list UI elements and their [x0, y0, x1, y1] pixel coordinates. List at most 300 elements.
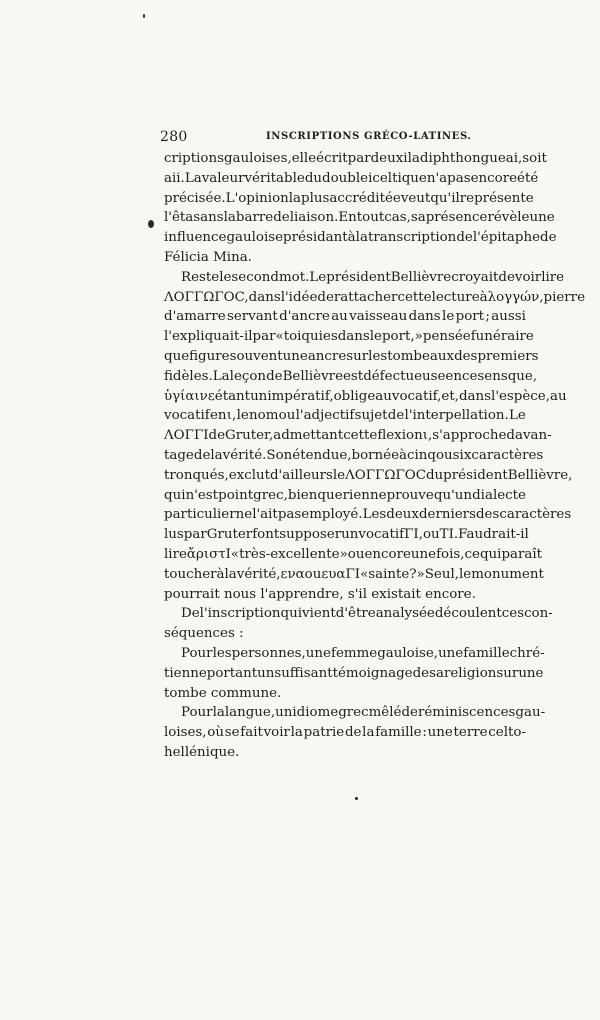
- word: famille: [375, 725, 422, 741]
- word: sa: [410, 210, 426, 226]
- word: sur: [346, 348, 369, 364]
- word: funéraire: [470, 329, 534, 345]
- word: grec,: [253, 487, 288, 503]
- word: vocatif: [164, 408, 210, 424]
- word: Bellièvre,: [507, 467, 573, 483]
- word: par: [183, 527, 207, 543]
- word: l'ait: [252, 507, 278, 523]
- word: est: [343, 368, 364, 384]
- word: davan-: [506, 428, 552, 444]
- page-number: 280: [160, 129, 188, 145]
- word: ancre: [307, 348, 347, 364]
- word: celtique: [372, 170, 427, 186]
- word: de: [273, 210, 290, 226]
- word: paraît: [501, 546, 543, 562]
- word: gauloises,: [223, 151, 292, 166]
- word: par: [347, 151, 371, 166]
- word: vocatif,: [391, 388, 442, 404]
- word: vaisseau: [349, 309, 408, 325]
- text-line: [164, 288, 586, 308]
- word: l'interpellation.: [404, 408, 509, 424]
- word: témoignage: [332, 665, 413, 681]
- word: encore: [364, 546, 411, 562]
- word: «: [360, 566, 369, 582]
- word: employé.: [301, 507, 363, 523]
- word: l'espèce,: [491, 388, 550, 404]
- word: des: [454, 348, 478, 364]
- word: λογγών,: [487, 289, 544, 305]
- word: ευαΓΙ: [321, 566, 361, 582]
- word: lus: [164, 527, 184, 543]
- word: dans: [337, 329, 370, 345]
- word: les: [368, 348, 388, 364]
- word: pensée: [422, 329, 471, 345]
- word: la: [407, 151, 420, 166]
- text-line: [164, 644, 545, 664]
- word: au: [375, 388, 392, 404]
- word: une: [282, 348, 308, 364]
- word: la: [355, 230, 368, 246]
- word: Son: [266, 447, 293, 463]
- word: un: [341, 527, 359, 543]
- word: liaison.: [289, 210, 339, 226]
- word: présence: [425, 210, 488, 226]
- word: le: [369, 329, 382, 345]
- word: cette: [343, 428, 378, 444]
- word: Bellièvre: [390, 269, 452, 285]
- word: ce: [464, 546, 480, 562]
- word: été: [517, 170, 539, 186]
- word: la: [210, 447, 223, 463]
- word: très-excellente: [239, 546, 340, 562]
- word: fois,: [436, 546, 465, 562]
- word: vocatif: [358, 527, 405, 543]
- word: «: [275, 329, 284, 345]
- word: barre: [235, 210, 274, 226]
- word: de: [317, 289, 334, 305]
- word: représente: [459, 190, 534, 206]
- word: vient: [302, 606, 336, 622]
- word: particulier: [164, 507, 236, 523]
- word: cas,: [384, 210, 411, 226]
- word: la: [362, 725, 375, 741]
- word: gauloise: [226, 230, 284, 246]
- word: tout: [356, 210, 385, 226]
- word: rien: [342, 487, 370, 503]
- word: de: [193, 447, 211, 463]
- word: le: [442, 309, 455, 325]
- word: Bellièvre: [282, 368, 343, 384]
- word: d'ailleurs: [269, 467, 333, 483]
- word: du: [304, 170, 323, 186]
- word: aii.: [164, 170, 185, 186]
- word: diphthongue: [419, 151, 506, 166]
- word: i: [368, 170, 373, 186]
- word: de: [412, 665, 430, 681]
- word: ce: [461, 368, 478, 384]
- word: La: [212, 368, 230, 384]
- text-line: [164, 307, 526, 327]
- word: la: [223, 210, 236, 226]
- word: encore: [470, 170, 518, 186]
- word: ou: [347, 546, 365, 562]
- word: ou: [304, 566, 322, 582]
- text-line: [164, 604, 553, 624]
- word: con-: [524, 606, 553, 622]
- word: véritable: [244, 170, 305, 186]
- word: qui: [164, 487, 186, 503]
- word: une: [427, 725, 453, 741]
- word: les: [212, 645, 232, 661]
- body-text: [164, 149, 586, 763]
- word: ou: [278, 408, 296, 424]
- word: tage: [164, 447, 194, 463]
- word: sainte: [368, 566, 410, 582]
- word: tronqués,: [164, 467, 229, 483]
- word: port,: [381, 329, 415, 345]
- word: cinq: [407, 447, 436, 463]
- word: cette: [397, 289, 432, 305]
- word: ΛΟΓΓΙ: [164, 428, 209, 444]
- word: découlent: [434, 606, 502, 622]
- word: pierre: [543, 289, 586, 305]
- word: Faudrait-il: [458, 527, 529, 543]
- word: servant: [227, 309, 278, 325]
- word: Le: [509, 408, 526, 424]
- word: ΓΙ,: [404, 527, 423, 543]
- word: vérité.: [222, 447, 267, 463]
- word: ai,: [505, 151, 523, 166]
- word: famille: [463, 645, 510, 661]
- word: l'idée: [280, 289, 318, 305]
- running-title: INSCRIPTIONS GRÉCO-LATINES.: [266, 131, 472, 142]
- page-header: [160, 129, 472, 145]
- word: un: [250, 388, 268, 404]
- word: lire: [164, 546, 187, 562]
- word: qui: [280, 606, 303, 622]
- text-line: séquences :: [164, 626, 244, 642]
- word: elle: [291, 151, 317, 166]
- word: à: [216, 566, 225, 582]
- word: pas: [447, 170, 471, 186]
- word: de: [456, 230, 473, 246]
- word: président: [443, 467, 508, 483]
- ink-speck: [143, 14, 145, 18]
- word: loises,: [164, 725, 207, 741]
- text-line: [164, 189, 534, 209]
- text-line: [164, 505, 572, 525]
- word: accréditée: [329, 190, 401, 206]
- word: font: [252, 527, 280, 543]
- text-line: [164, 703, 546, 723]
- word: caractères: [471, 447, 544, 463]
- word: une: [305, 645, 331, 661]
- word: croyait: [451, 269, 499, 285]
- word: qu'un: [433, 487, 473, 503]
- text-line: [164, 347, 539, 367]
- word: sujet: [354, 408, 388, 424]
- word: premiers: [477, 348, 539, 364]
- word: six: [452, 447, 472, 463]
- word: n'est: [185, 487, 219, 503]
- word: des: [475, 507, 500, 523]
- word: à: [399, 447, 407, 463]
- word: ὑγίαινε: [164, 388, 215, 404]
- text-line: hellénique.: [164, 744, 240, 760]
- word: :: [422, 725, 427, 741]
- word: patrie: [303, 725, 345, 741]
- word: sens: [477, 368, 508, 384]
- word: sans: [193, 210, 224, 226]
- text-line: [164, 486, 526, 506]
- text-line: [164, 664, 544, 684]
- word: une: [438, 645, 464, 661]
- word: de: [387, 408, 405, 424]
- word: celto-: [488, 725, 526, 741]
- word: en: [209, 408, 227, 424]
- word: qui: [479, 546, 502, 562]
- word: réminiscences: [417, 705, 516, 721]
- word: admettant: [273, 428, 344, 444]
- word: dialecte: [472, 487, 526, 503]
- text-line: [164, 525, 529, 545]
- word: n'a: [426, 170, 448, 186]
- word: ΛΟΓΓΩΓΟC,: [164, 289, 249, 305]
- word: qui: [301, 329, 323, 345]
- word: influence: [164, 230, 227, 246]
- word: suffisant: [274, 665, 333, 681]
- word: analysée: [375, 606, 435, 622]
- word: »: [414, 329, 423, 345]
- word: point: [218, 487, 254, 503]
- word: par: [252, 329, 276, 345]
- word: la: [212, 705, 225, 721]
- text-line: [164, 446, 544, 466]
- word: qu'il: [430, 190, 460, 206]
- word: de: [401, 705, 418, 721]
- word: femme: [330, 645, 378, 661]
- word: vérité,: [236, 566, 281, 582]
- word: mot.: [278, 269, 310, 285]
- word: mêlé: [368, 705, 402, 721]
- text-line: tombe commune.: [164, 685, 282, 701]
- text-line: [164, 169, 539, 189]
- word: de: [540, 230, 557, 246]
- ink-speck: [355, 797, 358, 800]
- word: se: [224, 725, 240, 741]
- word: ne: [369, 487, 387, 503]
- word: supposer: [279, 527, 342, 543]
- text-line: [164, 268, 565, 288]
- word: le: [332, 467, 346, 483]
- word: transcription: [367, 230, 457, 246]
- word: Les: [362, 507, 387, 523]
- word: de: [266, 368, 283, 384]
- word: l'expliquait-il: [164, 329, 253, 345]
- word: au: [331, 309, 348, 325]
- word: La: [184, 170, 202, 186]
- word: Reste: [181, 269, 220, 285]
- word: soit: [522, 151, 547, 166]
- text-line: [164, 327, 534, 347]
- word: double: [322, 170, 369, 186]
- word: lecture: [431, 289, 480, 305]
- word: ι,: [422, 428, 433, 444]
- word: »: [416, 566, 425, 582]
- word: rattacher: [333, 289, 398, 305]
- word: et,: [441, 388, 459, 404]
- word: la: [224, 566, 237, 582]
- word: à: [347, 230, 356, 246]
- text-line: [164, 723, 526, 743]
- word: voir: [263, 725, 290, 741]
- word: leçon: [229, 368, 267, 384]
- word: toucher: [164, 566, 217, 582]
- word: un: [257, 665, 275, 681]
- word: exclut: [228, 467, 270, 483]
- word: ou: [422, 527, 440, 543]
- word: le: [459, 566, 472, 582]
- word: ne: [235, 507, 253, 523]
- word: tombeaux: [387, 348, 455, 364]
- word: où: [207, 725, 224, 741]
- word: s'approche: [432, 428, 507, 444]
- word: souvent: [229, 348, 283, 364]
- text-line: [164, 208, 555, 228]
- word: bien: [287, 487, 318, 503]
- word: terre: [453, 725, 488, 741]
- word: «: [230, 546, 240, 562]
- word: de: [208, 428, 226, 444]
- word: bornée: [351, 447, 400, 463]
- word: portant: [206, 665, 258, 681]
- word: en: [445, 368, 462, 384]
- word: devoir: [498, 269, 542, 285]
- word: une: [518, 665, 544, 681]
- word: En: [338, 210, 357, 226]
- word: Gruter: [206, 527, 253, 543]
- word: ΛΟΓΓΩΓΟC: [345, 467, 426, 483]
- word: ΤΙ.: [439, 527, 459, 543]
- word: flexion: [377, 428, 423, 444]
- word: sur: [496, 665, 519, 681]
- word: la: [290, 725, 303, 741]
- word: port: [455, 309, 485, 325]
- word: l'êta: [164, 210, 194, 226]
- word: lire: [541, 269, 565, 285]
- word: second: [231, 269, 279, 285]
- word: idiome: [292, 705, 339, 721]
- word: Pour: [181, 705, 213, 721]
- word: dans: [458, 388, 492, 404]
- word: ενα: [280, 566, 305, 582]
- word: l'épitaphe: [472, 230, 541, 246]
- word: nom: [249, 408, 279, 424]
- word: ἄριστΙ: [186, 546, 231, 562]
- word: pas: [277, 507, 302, 523]
- word: L'opinion: [225, 190, 289, 206]
- word: à: [479, 289, 488, 305]
- word: étant: [214, 388, 251, 404]
- word: présidant: [283, 230, 348, 246]
- word: révèle: [487, 210, 530, 226]
- word: le: [219, 269, 232, 285]
- word: que,: [507, 368, 538, 384]
- word: gauloise,: [377, 645, 439, 661]
- text-line: [164, 565, 544, 585]
- word: tienne: [164, 665, 207, 681]
- word: valeur: [201, 170, 245, 186]
- word: Gruter,: [225, 428, 274, 444]
- text-line: [164, 367, 538, 387]
- text-line: [164, 426, 552, 446]
- word: la: [288, 190, 302, 206]
- word: du: [425, 467, 444, 483]
- text-line: [164, 545, 543, 565]
- word: d'être: [335, 606, 376, 622]
- word: défectueuse: [363, 368, 446, 384]
- word: fidèles.: [164, 368, 213, 384]
- word: l'inscription: [199, 606, 281, 622]
- word: dans: [408, 309, 441, 325]
- word: figure: [189, 348, 230, 364]
- word: personnes,: [231, 645, 306, 661]
- word: caractères: [499, 507, 572, 523]
- word: deux: [370, 151, 404, 166]
- word: de: [344, 725, 362, 741]
- word: langue,: [224, 705, 276, 721]
- word: étendue,: [292, 447, 352, 463]
- word: que: [317, 487, 343, 503]
- word: deux: [386, 507, 419, 523]
- text-line: [164, 466, 573, 486]
- word: ?: [409, 566, 417, 582]
- word: Le: [309, 269, 327, 285]
- text-line: [164, 406, 526, 426]
- word: chré-: [509, 645, 545, 661]
- word: écrit: [316, 151, 348, 166]
- word: ou: [435, 447, 453, 463]
- word: impératif,: [267, 388, 334, 404]
- text-line: [164, 149, 547, 169]
- word: un: [275, 705, 293, 721]
- word: que: [164, 348, 190, 364]
- word: l'adjectif: [295, 408, 355, 424]
- word: plus: [301, 190, 330, 206]
- ink-speck: [148, 220, 154, 228]
- word: Pour: [181, 645, 213, 661]
- word: une: [410, 546, 437, 562]
- word: une: [529, 210, 555, 226]
- word: aussi: [491, 309, 526, 325]
- text-line: [164, 387, 567, 407]
- word: ι,: [226, 408, 237, 424]
- text-line: [164, 228, 557, 248]
- word: dans: [248, 289, 281, 305]
- word: grec: [338, 705, 369, 721]
- word: prouve: [386, 487, 434, 503]
- word: ;: [485, 309, 490, 325]
- word: ces: [501, 606, 525, 622]
- word: toi: [283, 329, 302, 345]
- word: le: [236, 408, 249, 424]
- word: sa: [429, 665, 444, 681]
- word: criptions: [164, 151, 224, 166]
- word: religion: [443, 665, 497, 681]
- word: veut: [400, 190, 431, 206]
- word: au: [549, 388, 567, 404]
- word: oblige: [333, 388, 376, 404]
